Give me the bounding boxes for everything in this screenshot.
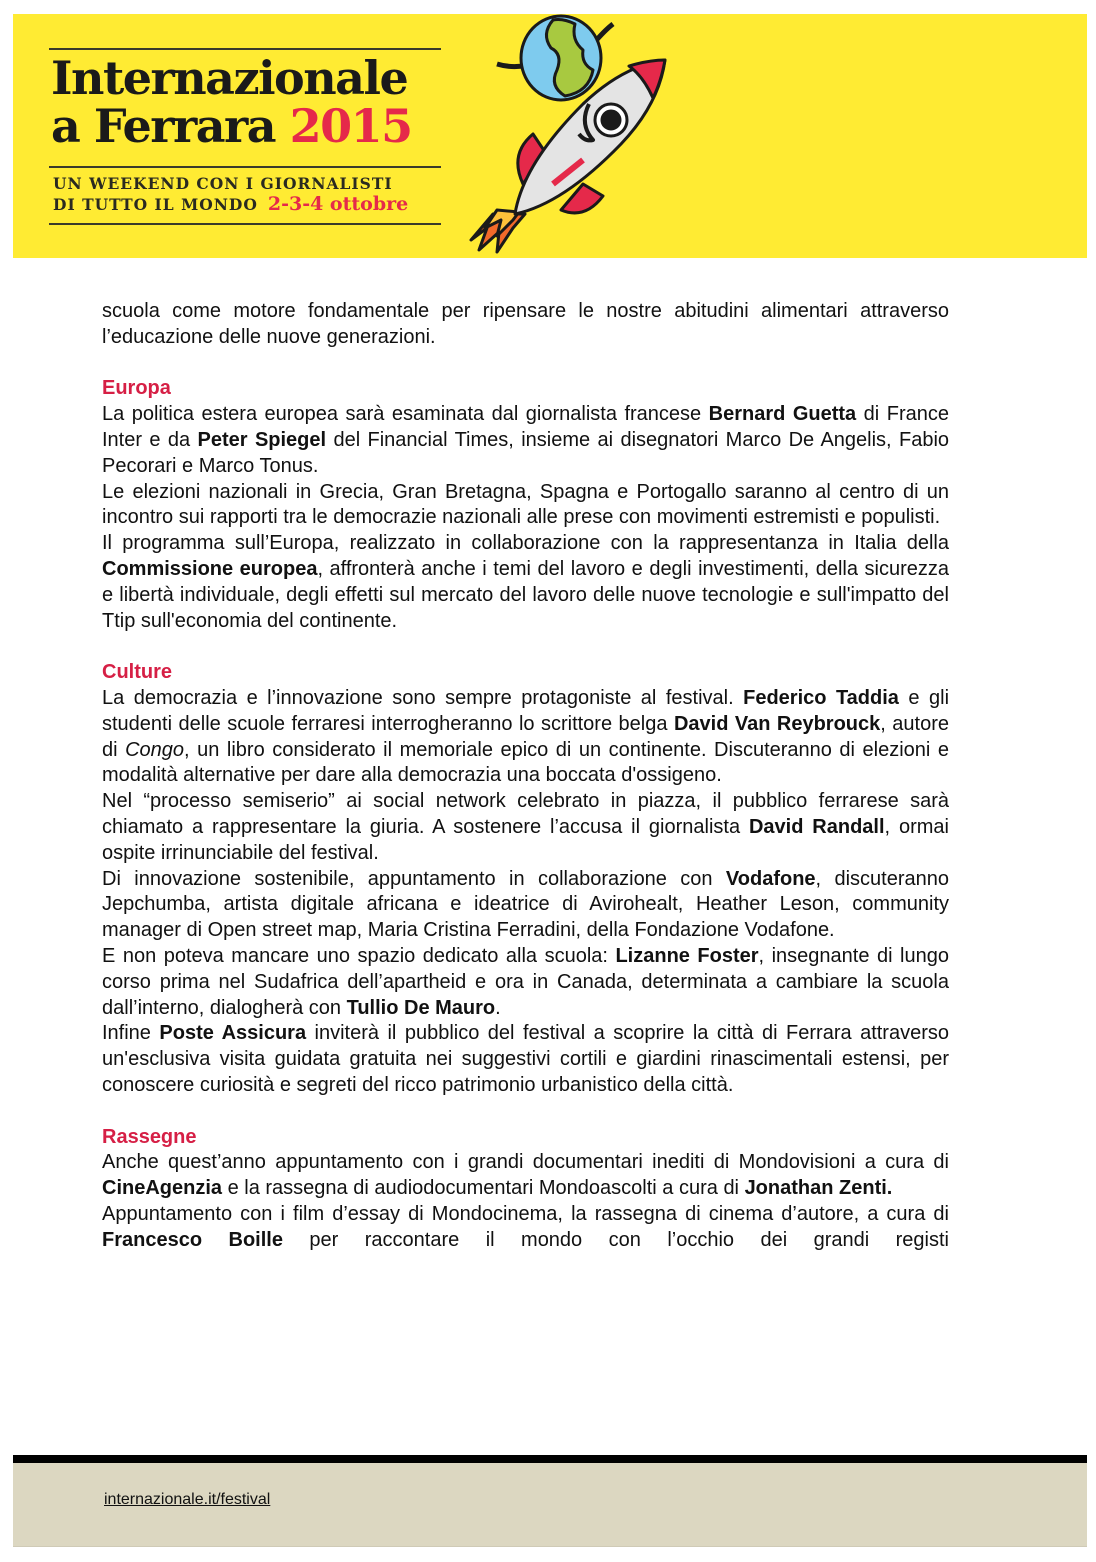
tagline-line-1: UN WEEKEND CON I GIORNALISTI (53, 174, 393, 193)
festival-tagline (53, 174, 408, 215)
europa-paragraph-3: Il programma sull’Europa, realizzato in collaborazione con la rappresentanza in Italia della Commissione europea, affronterà anche i temi del lavoro e degli investimenti, della sicurezza e libertà individuale, degli effetti sul mercato del lavoro delle nuove tecnologie e sull'impatto del Ttip sull'economia del continente. (102, 532, 949, 632)
rassegne-paragraph-2: Appuntamento con i film d’essay di Mondocinema, la rassegna di cinema d’autore, a cura di Francesco Boille per raccontare il mondo con l’occhio dei grandi registi (102, 1202, 949, 1251)
culture-paragraph-1: La democrazia e l’innovazione sono sempre protagoniste al festival. Federico Taddia e gli studenti delle scuole ferraresi interrogheranno lo scrittore belga David Van Reybrouck, autore di Congo, un libro considerato il memoriale epico di un continente. Discuteranno di elezioni e modalità alternative per dare alla democrazia una boccata d'ossigeno. (102, 686, 950, 787)
culture-paragraph-5: Infine Poste Assicura inviterà il pubblico del festival a scoprire la città di Ferrara attraverso un'esclusiva visita guidata gratuita nei suggestivi cortili e giardini rinascimentali estensi, per conoscere curiosità e segreti del ricco patrimonio urbanistico della città. (102, 1022, 949, 1096)
festival-dates: 2-3-4 ottobre (267, 193, 409, 215)
tagline-line-2: DI TUTTO IL MONDO 2-3-4 ottobre (53, 193, 409, 215)
culture-paragraph-4: E non poteva mancare uno spazio dedicato alla scuola: Lizanne Foster, insegnante di lungo corso prima nel Sudafrica dell’apartheid e ora in Canada, determinata a cambiare la scuola dall’interno, dialogherà con Tullio De Mauro. (102, 944, 949, 1019)
culture-paragraph-3: Di innovazione sostenibile, appuntamento in collaborazione con Vodafone, discuteranno Jepchumba, artista digitale africana e ideatrice di Avirohealt, Heather Leson, community manager di Open street map, Maria Cristina Ferradini, della Fondazione Vodafone. (102, 867, 949, 942)
festival-title (51, 51, 412, 153)
globe-riding-rocket-icon (453, 14, 693, 254)
europa-paragraph-2: Le elezioni nazionali in Grecia, Gran Bretagna, Spagna e Portogallo saranno al centro di un incontro sui rapporti tra le democrazie nazionali alle prese con movimenti estremisti e populisti. (102, 480, 949, 529)
page-footer (13, 1463, 1087, 1547)
footer-divider (13, 1455, 1087, 1463)
title-line-2: a Ferrara 2015 (51, 99, 412, 153)
europa-paragraph-1: La politica estera europea sarà esaminata dal giornalista francese Bernard Guetta di France Inter e da Peter Spiegel del Financial Times, insieme ai disegnatori Marco De Angelis, Fabio Pecorari e Marco Tonus. (102, 403, 950, 477)
intro-paragraph: scuola come motore fondamentale per ripensare le nostre abitudini alimentari attraverso l’educazione delle nuove generazioni. (102, 300, 949, 348)
banner-rule-top (49, 48, 441, 50)
festival-banner (13, 14, 1087, 258)
section-heading-europa: Europa (102, 377, 171, 400)
festival-website-link[interactable]: internazionale.it/festival (104, 1491, 271, 1508)
banner-rule-bottom (49, 223, 441, 225)
rassegne-paragraph-1: Anche quest’anno appuntamento con i grandi documentari inediti di Mondovisioni a cura di CineAgenzia e la rassegna di audiodocumentari Mondoascolti a cura di Jonathan Zenti. (102, 1151, 949, 1200)
title-line-1: Internazionale (51, 51, 408, 105)
section-heading-culture: Culture (102, 661, 172, 684)
document-body (102, 299, 949, 1253)
banner-rule-middle (49, 166, 441, 168)
section-heading-rassegne: Rassegne (102, 1125, 197, 1148)
festival-year: 2015 (289, 99, 412, 153)
culture-paragraph-2: Nel “processo semiserio” ai social network celebrato in piazza, il pubblico ferrarese sarà chiamato a rappresentare la giuria. A sostenere l’accusa il giornalista David Randall, ormai ospite irrinunciabile del festival. (102, 790, 949, 864)
